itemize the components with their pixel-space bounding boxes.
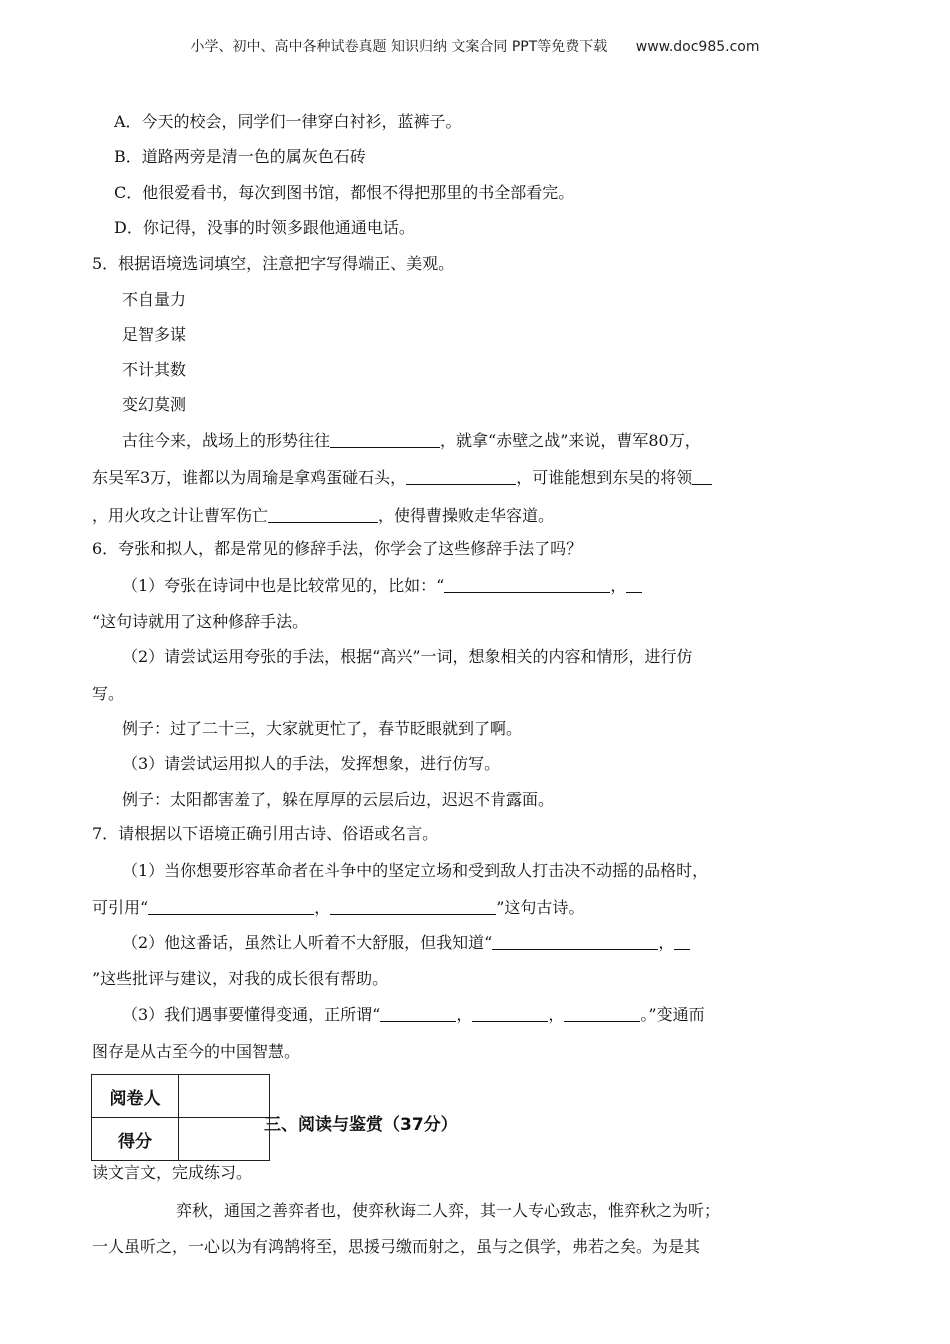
q7-sub3-cont: 图存是从古至今的中国智慧。 xyxy=(92,1042,301,1061)
q6-example-1: 例子：过了二十三，大家就更忙了，春节眨眼就到了啊。 xyxy=(122,719,523,738)
q5-paragraph-line-2 xyxy=(92,468,712,488)
option-d: D．你记得，没事的时领多跟他通通电话。 xyxy=(114,218,415,237)
q5-word-1: 不自量力 xyxy=(122,290,187,309)
classical-text-line-1: 弈秋，通国之善弈者也，使弈秋诲二人弈，其一人专心致志，惟弈秋之为听； xyxy=(176,1201,721,1220)
q7-stem: 7．请根据以下语境正确引用古诗、俗语或名言。 xyxy=(92,824,439,843)
answer-blank[interactable] xyxy=(330,431,440,448)
q7-text: ”这句古诗。 xyxy=(496,898,585,917)
q5-text: ，可谁能想到东吴的将领 xyxy=(516,468,693,487)
answer-blank[interactable] xyxy=(626,576,642,593)
q5-text: ，使得曹操败走华容道。 xyxy=(378,506,555,525)
classical-text-line-2: 一人虽听之，一心以为有鸿鹄将至，思援弓缴而射之，虽与之俱学，弗若之矣。为是其 xyxy=(92,1237,701,1256)
reviewer-label: 阅卷人 xyxy=(92,1075,179,1118)
answer-blank[interactable] xyxy=(268,506,378,523)
answer-blank[interactable] xyxy=(406,468,516,485)
q5-paragraph-line-1 xyxy=(122,431,701,451)
answer-blank[interactable] xyxy=(692,468,712,485)
score-table xyxy=(91,1074,270,1161)
q6-stem: 6．夸张和拟人，都是常见的修辞手法，你学会了这些修辞手法了吗？ xyxy=(92,539,583,558)
q7-text: （2）他这番话，虽然让人听着不大舒服，但我知道“ xyxy=(122,933,493,952)
q5-text: 古往今来，战场上的形势往往 xyxy=(122,431,331,450)
q7-text: ， xyxy=(658,933,675,952)
option-b: B．道路两旁是清一色的属灰色石砖 xyxy=(114,147,366,166)
q7-text: ， xyxy=(456,1005,473,1024)
q5-word-4: 变幻莫测 xyxy=(122,395,187,414)
q7-sub1: （1）当你想要形容革命者在斗争中的坚定立场和受到敌人打击决不动摇的品格时， xyxy=(122,861,709,880)
reviewer-cell[interactable] xyxy=(179,1075,270,1118)
q7-sub1-cont xyxy=(92,898,584,918)
answer-blank[interactable] xyxy=(564,1005,640,1022)
answer-blank[interactable] xyxy=(472,1005,548,1022)
q7-text: ， xyxy=(548,1005,565,1024)
answer-blank[interactable] xyxy=(380,1005,456,1022)
header-site[interactable]: www.doc985.com xyxy=(635,39,760,55)
q5-text: 东吴军3万，谁都以为周瑜是拿鸡蛋碰石头， xyxy=(92,468,407,487)
section-title: 三、阅读与鉴赏（37分） xyxy=(264,1115,458,1135)
score-cell[interactable] xyxy=(179,1118,270,1161)
answer-blank[interactable] xyxy=(444,576,610,593)
q7-sub3 xyxy=(122,1005,705,1025)
header-text: 小学、初中、高中各种试卷真题 知识归纳 文案合同 PPT等免费下载 xyxy=(190,39,608,55)
option-c: C．他很爱看书，每次到图书馆，都恨不得把那里的书全部看完。 xyxy=(114,183,575,202)
q7-text: （3）我们遇事要懂得变通，正所谓“ xyxy=(122,1005,381,1024)
answer-blank[interactable] xyxy=(674,933,690,950)
q5-stem: 5．根据语境选词填空，注意把字写得端正、美观。 xyxy=(92,254,455,273)
q6-sub2: （2）请尝试运用夸张的手法，根据“高兴”一词，想象相关的内容和情形，进行仿 xyxy=(122,647,693,666)
option-a: A．今天的校会，同学们一律穿白衬衫，蓝裤子。 xyxy=(114,112,462,131)
q6-text: （1）夸张在诗词中也是比较常见的，比如：“ xyxy=(122,576,445,595)
q6-sub1 xyxy=(122,576,642,596)
q5-text: ，用火攻之计让曹军伤亡 xyxy=(92,506,269,525)
q7-sub2-cont: ”这些批评与建议，对我的成长很有帮助。 xyxy=(92,969,389,988)
answer-blank[interactable] xyxy=(148,898,314,915)
score-label: 得分 xyxy=(92,1118,179,1161)
q5-word-2: 足智多谋 xyxy=(122,325,187,344)
q6-example-2: 例子：太阳都害羞了，躲在厚厚的云层后边，迟迟不肯露面。 xyxy=(122,790,555,809)
q7-sub2 xyxy=(122,933,690,953)
answer-blank[interactable] xyxy=(492,933,658,950)
q7-text: 可引用“ xyxy=(92,898,149,917)
answer-blank[interactable] xyxy=(330,898,496,915)
q6-sub2-cont: 写。 xyxy=(92,684,125,703)
q6-text: ， xyxy=(610,576,627,595)
q6-sub1-cont: “这句诗就用了这种修辞手法。 xyxy=(92,612,309,631)
section-intro: 读文言文，完成练习。 xyxy=(92,1163,253,1182)
q7-text: 。”变通而 xyxy=(640,1005,705,1024)
page-header xyxy=(0,36,950,56)
q5-text: ，就拿“赤壁之战”来说，曹军80万， xyxy=(440,431,701,450)
q7-text: ， xyxy=(314,898,331,917)
q5-paragraph-line-3 xyxy=(92,506,554,526)
q5-word-3: 不计其数 xyxy=(122,360,187,379)
q6-sub3: （3）请尝试运用拟人的手法，发挥想象，进行仿写。 xyxy=(122,754,501,773)
